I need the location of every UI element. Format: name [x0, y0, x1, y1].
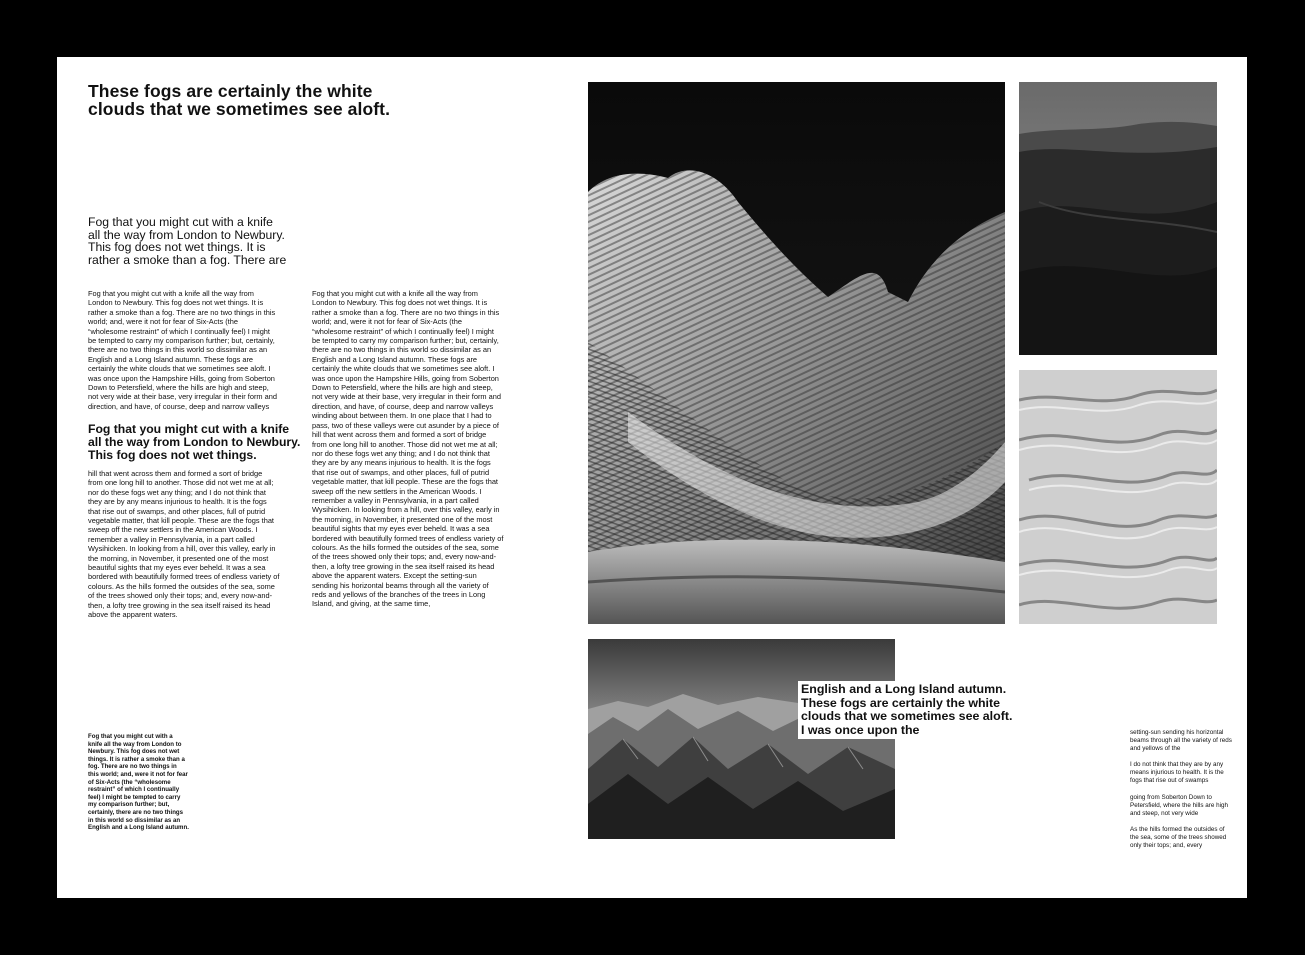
column-one-subhead: Fog that you might cut with a knife all the way from London to Newbury. This fog does not wet things. [88, 422, 301, 462]
photo-caption: English and a Long Island autumn. These fogs are certainly the white clouds that we sometimes see aloft. I was once upon the [798, 681, 1016, 739]
magazine-spread [57, 57, 1247, 898]
dark-dunes-photo [1019, 82, 1217, 355]
column-one-text-top: Fog that you might cut with a knife all the way from London to Newbury. This fog does not wet things. It is rather a smoke than a fog. There are no two things in this world; and, were it not for fear of Six-Acts (the “wholesome restraint” of which I continually feel) I might be tempted to carry my comparison further; but, certainly, there are no two things in this world so dissimilar as an English and a Long Island autumn. These fogs are certainly the white clouds that we sometimes see aloft. I was once upon the Hampshire Hills, going from Soberton Down to Petersfield, where the hills are high and steep, not very wide at their base, very irregular in their form and direction, and have, of course, deep and narrow valleys [88, 289, 277, 411]
intro-paragraph: Fog that you might cut with a knife all the way from London to Newbury. This fog does not wet things. It is rather a smoke than a fog. There are [88, 215, 287, 267]
side-note-4: As the hills formed the outsides of the sea, some of the trees showed only their tops; and, every [1130, 826, 1227, 849]
column-two-text: Fog that you might cut with a knife all the way from London to Newbury. This fog does not wet things. It is rather a smoke than a fog. There are no two things in this world; and, were it not for fear of Six-Acts (the “wholesome restraint” of which I continually feel) I might be tempted to carry my comparison further; but, certainly, there are no two things in this world so dissimilar as an English and a Long Island autumn. These fogs are certainly the white clouds that we sometimes see aloft. I was once upon the Hampshire Hills, going from Soberton Down to Petersfield, where the hills are high and steep, not very wide at their base, very irregular in their form and direction, and have, of course, deep and narrow valleys winding about between them. In one place that I had to pass, two of these valleys were cut asunder by a piece of hill that went across them and formed a sort of bridge from one long hill to another. Those did not wet me at all; nor do these fogs wet any thing; and I do not think that they are by any means injurious to health. It is the fogs that rise out of swamps, and other places, full of putrid vegetable matter, that kill people. These are the fogs that sweep off the new settlers in the American Woods. I remember a valley in Pennsylvania, in a part called Wysihicken. In looking from a hill, over this valley, early in the morning, in November, it presented one of the most beautiful sights that my eyes ever beheld. It was a sea bordered with beautifully formed trees of endless variety of colours. As the hills formed the outsides of the sea, some of the trees showed only their tops; and, every now-and- then, a lofty tree growing in the sea itself raised its head above the apparent waters. Except the setting-sun sending his horizontal beams through all the variety of reds and yellows of the branches of the trees in Long Island, and giving, at the same time, [312, 289, 504, 609]
sandstone-wave-photo [588, 82, 1005, 624]
column-one-text-bottom: hill that went across them and formed a sort of bridge from one long hill to another. Those did not wet me at all; nor do these fogs wet any thing; and I do not think that they are by any means injurious to health. It is the fogs that rise out of swamps, and other places, full of putrid vegetable matter, that kill people. These are the fogs that sweep off the new settlers in the American Woods. I remember a valley in Pennsylvania, in a part called Wysihicken. In looking from a hill, over this valley, early in the morning, in November, it presented one of the most beautiful sights that my eyes ever beheld. It was a sea bordered with beautifully formed trees of endless variety of colours. As the hills formed the outsides of the sea, some of the trees showed only their tops; and, every now-and- then, a lofty tree growing in the sea itself raised its head above the apparent waters. [88, 469, 280, 620]
small-bold-block: Fog that you might cut with a knife all the way from London to Newbury. This fog does not wet things. It is rather a smoke than a fog. There are no two things in this world; and, were it not for fear of Six-Acts (the “wholesome restraint” of which I continually feel) I might be tempted to carry my comparison further; but, certainly, there are no two things in this world so dissimilar as an English and a Long Island autumn. [88, 733, 189, 832]
sand-ripples-photo [1019, 370, 1217, 624]
side-note-3: going from Soberton Down to Petersfield, where the hills are high and steep, not very wide [1130, 794, 1229, 817]
side-note-1: setting-sun sending his horizontal beams through all the variety of reds and yellows of the [1130, 729, 1232, 752]
spread-title: These fogs are certainly the white clouds that we sometimes see aloft. [88, 81, 391, 119]
side-note-2: I do not think that they are by any means injurious to health. It is the fogs that rise out of swamps [1130, 761, 1224, 784]
